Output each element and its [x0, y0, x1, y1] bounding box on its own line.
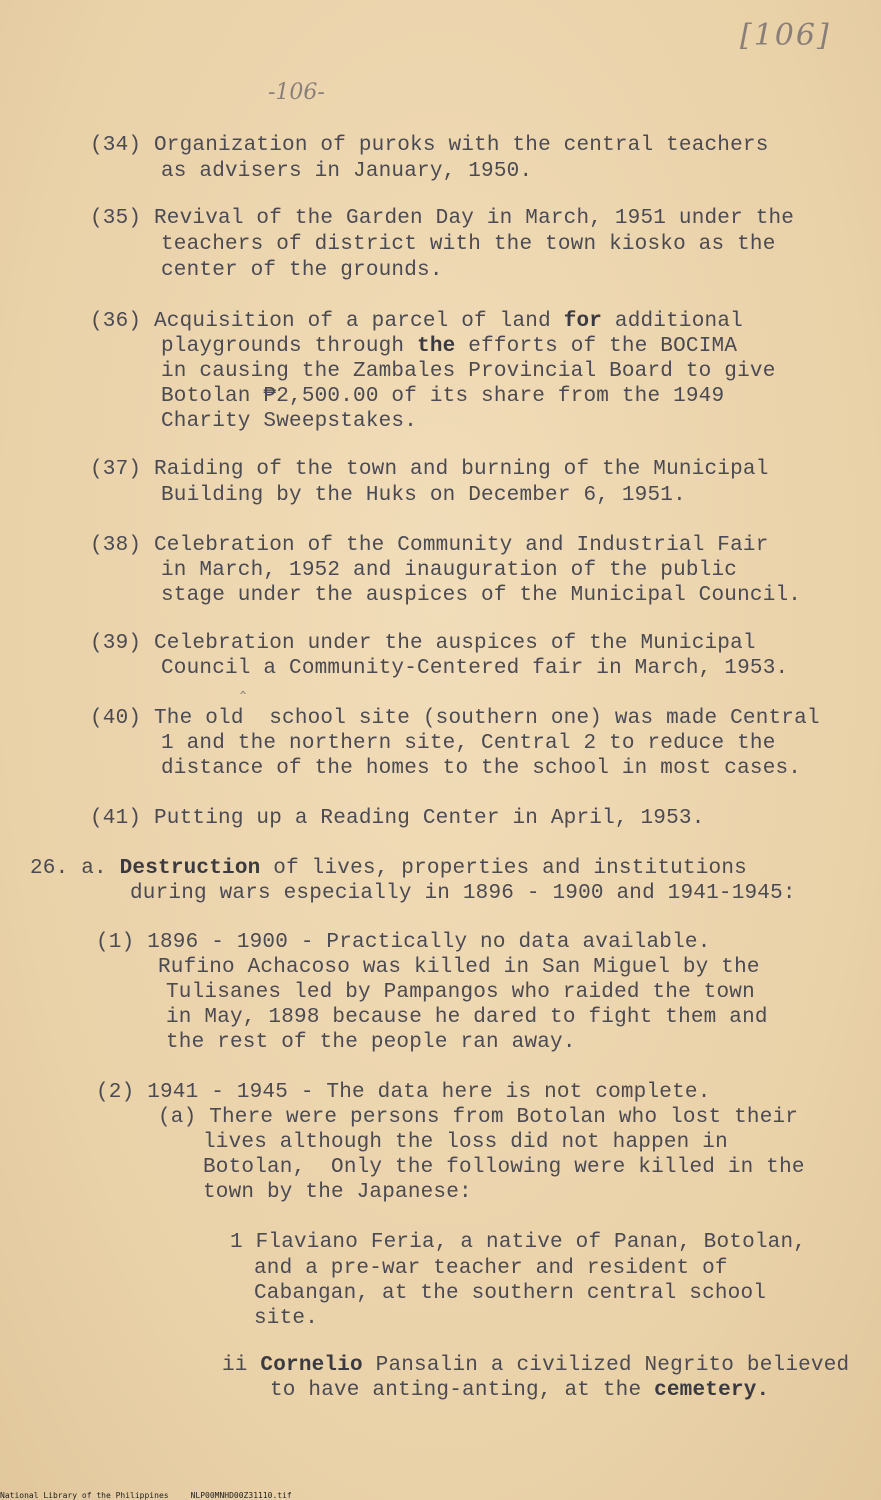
section-26-heading-1	[30, 856, 747, 882]
section-26-heading-rest: of lives, properties and institutions	[273, 857, 747, 880]
sub-2a-line-4: town by the Japanese:	[203, 1181, 472, 1204]
item-34-line-2: as advisers in January, 1950.	[161, 160, 533, 183]
item-36-the: the	[417, 335, 456, 358]
item-40-line-1: (40) The old school site (southern one) was made Central	[90, 707, 820, 730]
sub-1-line-4: in May, 1898 because he dared to fight them and	[166, 1006, 768, 1029]
item-36-line-2b: efforts of the BOCIMA	[468, 335, 738, 358]
item-38-line-3: stage under the auspices of the Municipal Council.	[161, 584, 802, 607]
item-36-for: for	[563, 310, 603, 333]
victim-ii-numeral: ii	[222, 1354, 248, 1377]
item-39-line-2: Council a Community-Centered fair in March, 1953.	[161, 657, 789, 680]
item-36-line-2	[161, 334, 737, 360]
page-number: -106-	[268, 80, 325, 105]
victim-ii-line-2	[270, 1378, 769, 1404]
item-35-line-2: teachers of district with the town kiosko as the	[161, 233, 776, 256]
item-36-line-2a: playgrounds through	[161, 335, 405, 358]
item-39-line-1: (39) Celebration under the auspices of the Municipal	[90, 632, 756, 655]
insertion-caret-mark: ‸	[240, 674, 247, 695]
archive-footer	[0, 1491, 314, 1500]
item-36-line-3: in causing the Zambales Provincial Board to give	[161, 360, 776, 383]
item-41-line-1: (41) Putting up a Reading Center in April, 1953.	[90, 807, 705, 830]
victim-i-line-1: 1 Flaviano Feria, a native of Panan, Botolan,	[230, 1231, 807, 1254]
victim-i-line-3: Cabangan, at the southern central school	[254, 1282, 767, 1305]
victim-ii-cemetery: cemetery.	[654, 1379, 770, 1402]
footer-file: NLP00MNHD00Z31110.tif	[190, 1491, 292, 1500]
victim-i-line-2: and a pre-war teacher and resident of	[254, 1257, 728, 1280]
sub-2a-line-2: lives although the loss did not happen in	[203, 1131, 728, 1154]
victim-ii-line-1	[222, 1353, 849, 1379]
section-26-heading-2: during wars especially in 1896 - 1900 and 1941-1945:	[130, 882, 796, 905]
sub-1-line-2: Rufino Achacoso was killed in San Miguel by the	[158, 956, 760, 979]
victim-ii-line-2a: to have anting-anting, at the	[270, 1379, 642, 1402]
item-36-line-1	[90, 309, 743, 335]
sub-1-line-1: (1) 1896 - 1900 - Practically no data available.	[96, 931, 711, 954]
item-36-line-4: Botolan ₱2,500.00 of its share from the 1949	[161, 385, 725, 408]
item-38-line-2: in March, 1952 and inauguration of the public	[161, 559, 738, 582]
archive-page-annotation: [106]	[740, 18, 831, 53]
section-26-bold-word: Destruction	[119, 857, 261, 880]
item-36-line-5: Charity Sweepstakes.	[161, 410, 418, 433]
sub-2a-line-1: (a) There were persons from Botolan who lost their	[158, 1106, 799, 1129]
item-40-line-2: 1 and the northern site, Central 2 to reduce the	[161, 732, 776, 755]
item-37-line-2: Building by the Huks on December 6, 1951.	[161, 484, 686, 507]
victim-i-line-4: site.	[254, 1307, 319, 1330]
item-37-line-1: (37) Raiding of the town and burning of the Municipal	[90, 458, 769, 481]
victim-ii-rest: Pansalin a civilized Negrito believed	[375, 1354, 850, 1377]
item-36-line-1a: (36) Acquisition of a parcel of land	[90, 310, 551, 333]
item-40-line-3: distance of the homes to the school in most cases.	[161, 757, 802, 780]
sub-1-line-3: Tulisanes led by Pampangos who raided the town	[166, 981, 755, 1004]
sub-2a-line-3: Botolan, Only the following were killed in the	[203, 1156, 805, 1179]
sub-1-line-5: the rest of the people ran away.	[166, 1031, 576, 1054]
item-35-line-3: center of the grounds.	[161, 259, 443, 282]
item-36-line-1b: additional	[614, 310, 743, 333]
item-35-line-1: (35) Revival of the Garden Day in March, 1951 under the	[90, 207, 795, 230]
footer-source: National Library of the Philippines	[0, 1491, 169, 1500]
item-34-line-1: (34) Organization of puroks with the central teachers	[90, 134, 769, 157]
item-38-line-1: (38) Celebration of the Community and Industrial Fair	[90, 534, 769, 557]
victim-ii-firstname: Cornelio	[260, 1354, 363, 1377]
section-26-number: 26. a.	[30, 857, 107, 880]
sub-2-line-1: (2) 1941 - 1945 - The data here is not complete.	[96, 1081, 711, 1104]
